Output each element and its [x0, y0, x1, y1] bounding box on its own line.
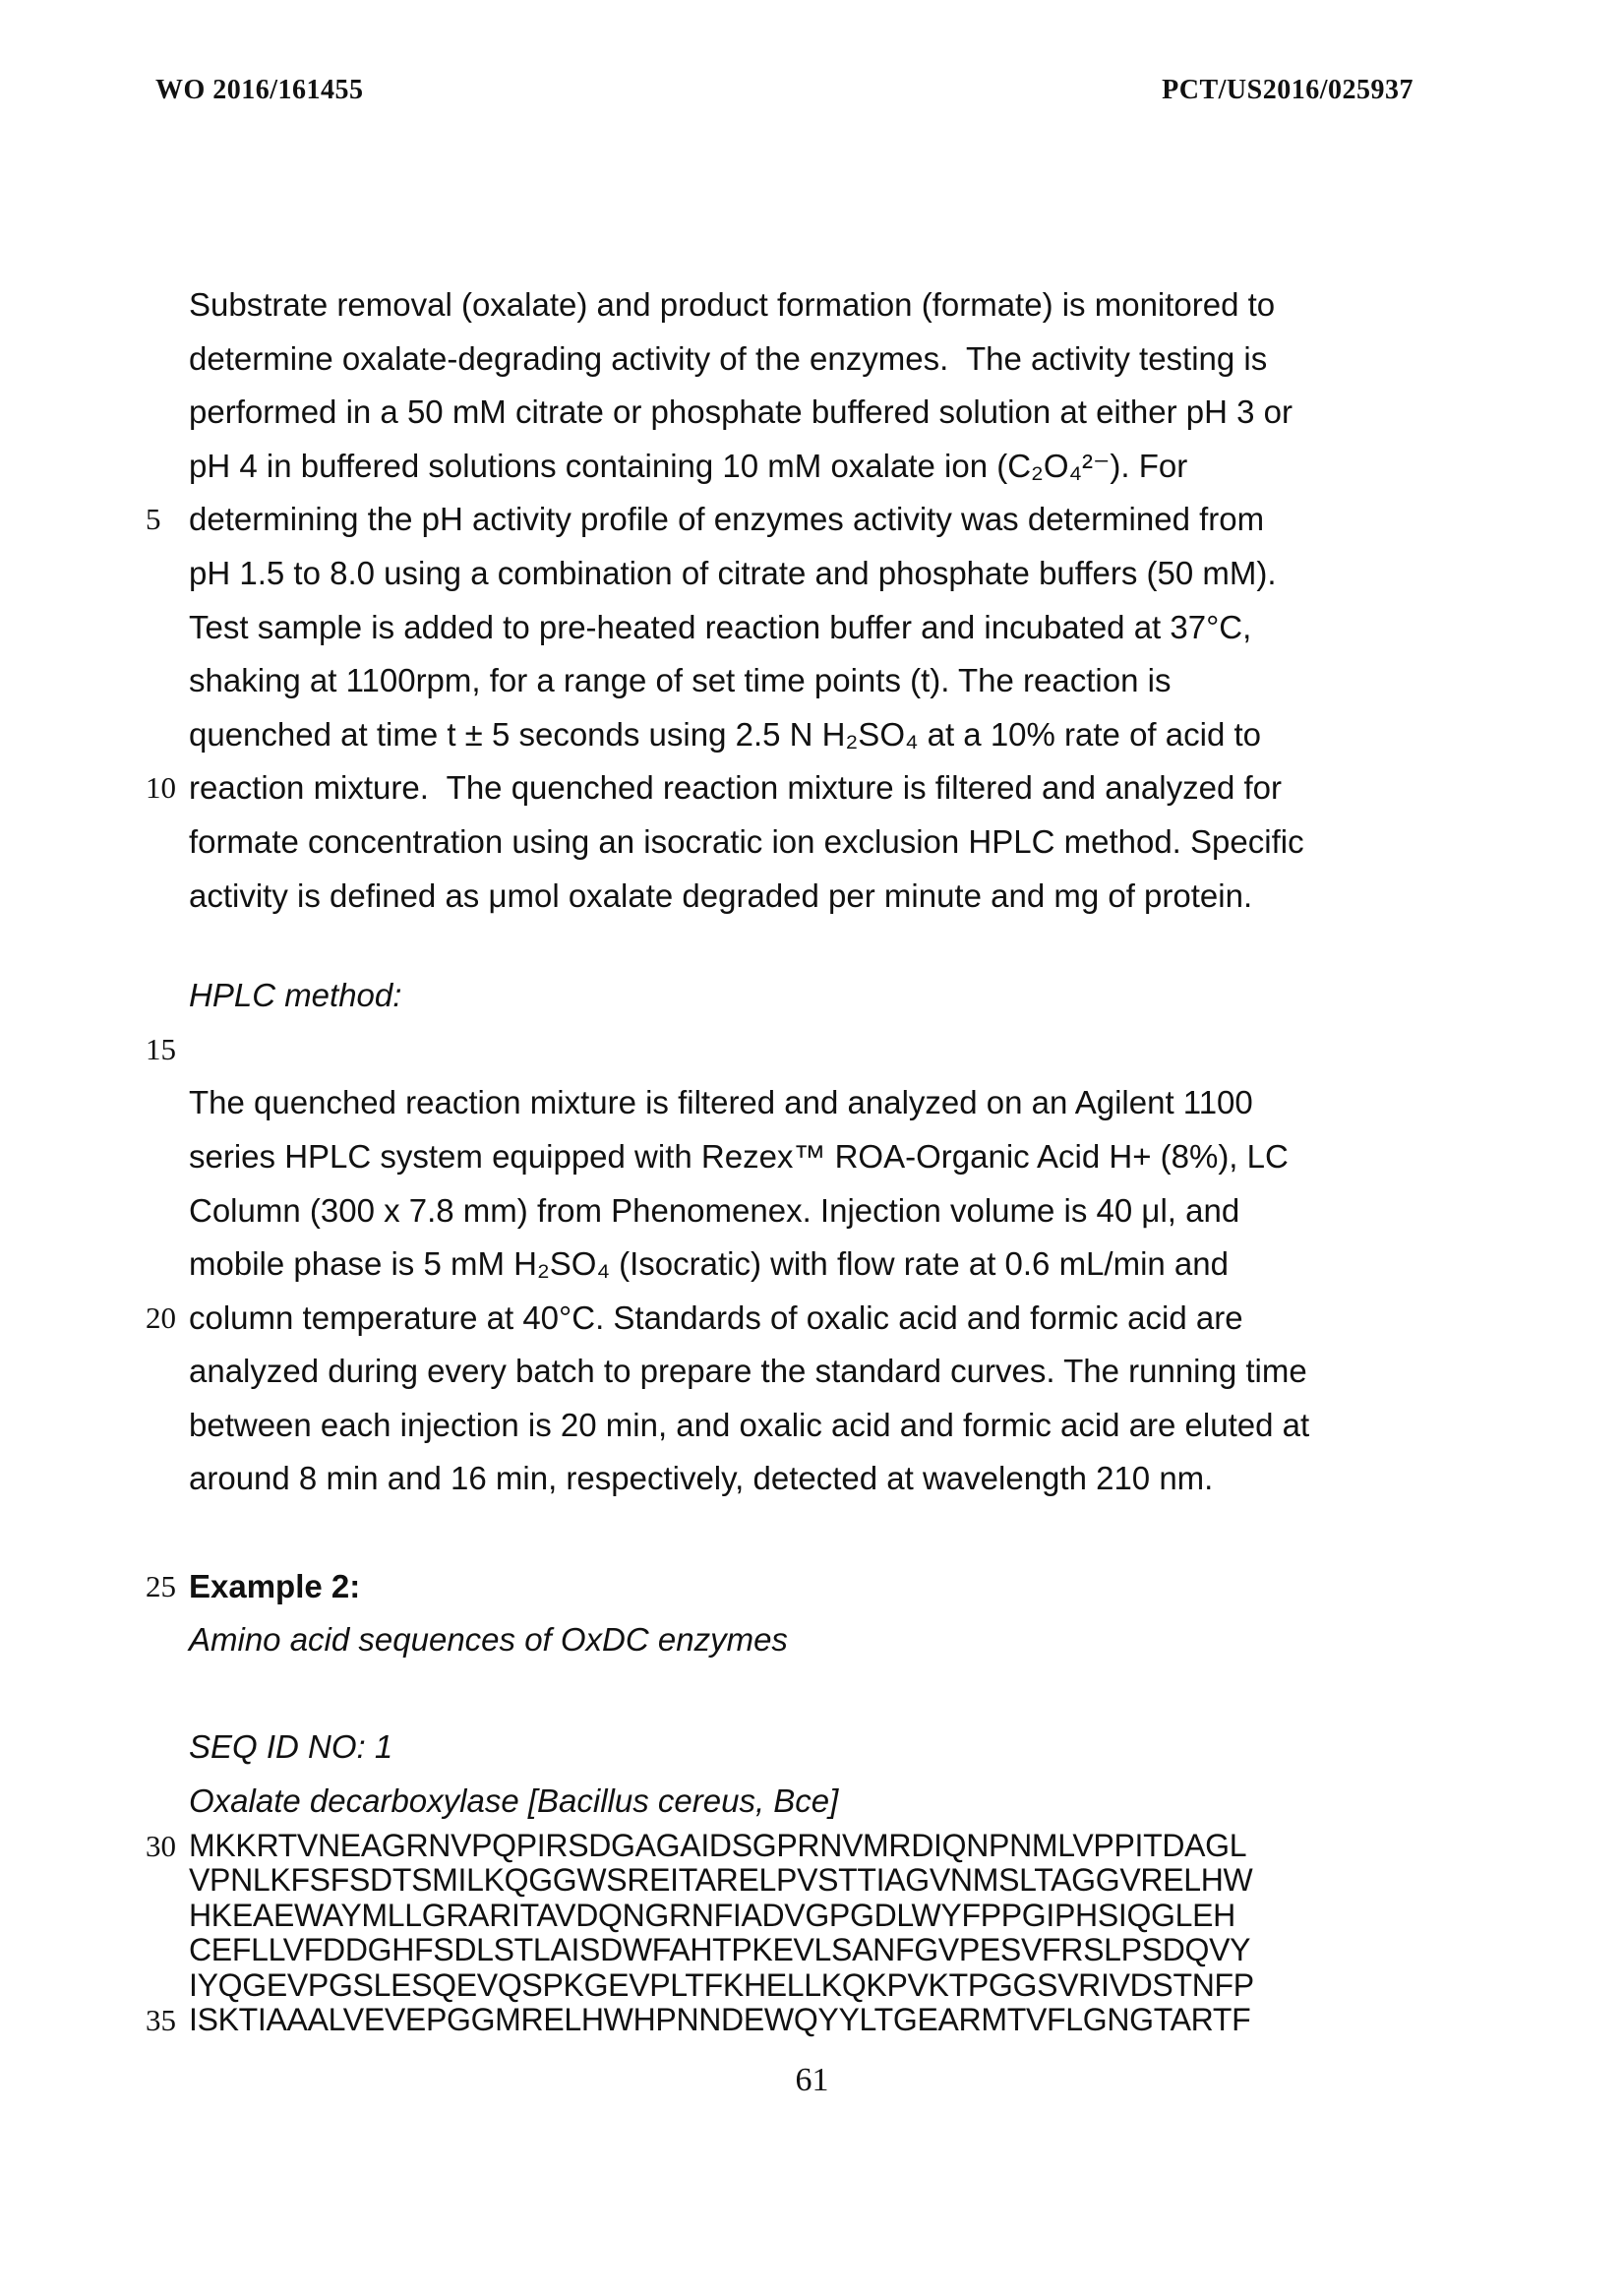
text-line — [138, 1238, 1495, 1292]
sequence-line — [138, 1933, 1495, 1968]
line-text: ISKTIAAALVEVEPGGMRELHWHPNNDEWQYYLTGEARMTVFLGNGTARTF — [189, 2002, 1251, 2038]
line-text: SEQ ID NO: 1 — [189, 1728, 393, 1766]
text-line — [138, 1292, 1495, 1346]
line-number: 5 — [146, 502, 161, 537]
sequence-line — [138, 2003, 1495, 2038]
text-line — [138, 708, 1495, 762]
line-text: Example 2: — [189, 1567, 361, 1604]
text-line — [138, 1613, 1495, 1667]
line-text: reaction mixture. The quenched reaction mixture is filtered and analyzed for — [189, 769, 1282, 807]
sequence-line — [138, 1863, 1495, 1899]
text-line — [138, 386, 1495, 440]
line-text: HPLC method: — [189, 977, 402, 1014]
line-text: formate concentration using an isocratic ion exclusion HPLC method. Specific — [189, 822, 1304, 860]
line-text: activity is defined as μmol oxalate degraded per minute and mg of protein. — [189, 876, 1253, 914]
text-line — [138, 1184, 1495, 1238]
text-line — [138, 815, 1495, 870]
text-line — [138, 1345, 1495, 1399]
sequence-line — [138, 1968, 1495, 2004]
line-text: The quenched reaction mixture is filtered and analyzed on an Agilent 1100 — [189, 1084, 1253, 1121]
line-text: VPNLKFSFSDTSMILKQGGWSREITARELPVSTTIAGVNMSLTAGGVRELHW — [189, 1862, 1253, 1899]
text-line — [138, 332, 1495, 387]
block-italic — [138, 1613, 1495, 1667]
publication-number: WO 2016/161455 — [155, 75, 364, 105]
block-spacer — [138, 1667, 1495, 1721]
line-text: quenched at time t ± 5 seconds using 2.5 N H₂SO₄ at a 10% rate of acid to — [189, 715, 1261, 753]
text-line — [138, 1130, 1495, 1184]
line-text: between each injection is 20 min, and oxalic acid and formic acid are eluted at — [189, 1406, 1310, 1443]
block-bold — [138, 1560, 1495, 1614]
line-text: CEFLLVFDDGHFSDLSTLAISDWFAHTPKEVLSANFGVPESVFRSLPSDQVY — [189, 1932, 1251, 1968]
block-seq — [138, 1829, 1495, 2038]
block-normal — [138, 278, 1495, 923]
line-text: shaking at 1100rpm, for a range of set time points (t). The reaction is — [189, 662, 1172, 699]
line-text: pH 4 in buffered solutions containing 10 mM oxalate ion (C₂O₄²⁻). For — [189, 447, 1188, 484]
sequence-line — [138, 1829, 1495, 1864]
text-line — [138, 1452, 1495, 1506]
line-text: mobile phase is 5 mM H₂SO₄ (Isocratic) with flow rate at 0.6 mL/min and — [189, 1245, 1229, 1283]
line-text: MKKRTVNEAGRNVPQPIRSDGAGAIDSGPRNVMRDIQNPNMLVPPITDAGL — [189, 1827, 1247, 1863]
line-text: determining the pH activity profile of enzymes activity was determined from — [189, 501, 1265, 538]
line-text: Column (300 x 7.8 mm) from Phenomenex. Injection volume is 40 μl, and — [189, 1191, 1240, 1229]
line-text: HKEAEWAYMLLGRARITAVDQNGRNFIADVGPGDLWYFPPGIPHSIQGLEH — [189, 1897, 1235, 1933]
line-text: performed in a 50 mM citrate or phosphate buffered solution at either pH 3 or — [189, 393, 1293, 431]
line-text: Oxalate decarboxylase [Bacillus cereus, Bce] — [189, 1782, 839, 1820]
text-line — [138, 870, 1495, 924]
line-text: IYQGEVPGSLESQEVQSPKGEVPLTFKHELLKQKPVKTPGGSVRIVDSTNFP — [189, 1966, 1254, 2003]
block-normal — [138, 1076, 1495, 1506]
application-number: PCT/US2016/025937 — [1162, 75, 1413, 105]
line-number: 25 — [146, 1568, 176, 1603]
line-text: Substrate removal (oxalate) and product formation (formate) is monitored to — [189, 286, 1276, 323]
document-body — [138, 278, 1495, 2038]
line-number: 35 — [146, 2003, 176, 2038]
page-number: 61 — [795, 2062, 829, 2098]
block-spacer-small — [138, 923, 1495, 969]
text-line — [138, 601, 1495, 655]
text-line — [138, 1076, 1495, 1130]
line-number: 10 — [146, 770, 176, 806]
block-normal — [138, 1023, 1495, 1077]
text-line — [138, 969, 1495, 1023]
line-number: 15 — [146, 1031, 176, 1066]
text-line — [138, 547, 1495, 601]
text-line — [138, 1560, 1495, 1614]
text-line — [138, 493, 1495, 547]
block-italic — [138, 1775, 1495, 1829]
line-text: series HPLC system equipped with Rezex™ ROA-Organic Acid H+ (8%), LC — [189, 1137, 1289, 1175]
text-line — [138, 1775, 1495, 1829]
text-line — [138, 761, 1495, 815]
line-text: determine oxalate-degrading activity of the enzymes. The activity testing is — [189, 339, 1268, 377]
block-spacer — [138, 1506, 1495, 1560]
line-number: 20 — [146, 1299, 176, 1335]
line-text: Amino acid sequences of OxDC enzymes — [189, 1621, 788, 1659]
text-line — [138, 1023, 1495, 1077]
text-line — [138, 440, 1495, 494]
text-line — [138, 278, 1495, 332]
line-text: Test sample is added to pre-heated reaction buffer and incubated at 37°C, — [189, 608, 1252, 645]
line-number: 30 — [146, 1828, 176, 1863]
text-line — [138, 654, 1495, 708]
line-text: analyzed during every batch to prepare the standard curves. The running time — [189, 1353, 1307, 1390]
text-line — [138, 1399, 1495, 1453]
line-text: column temperature at 40°C. Standards of oxalic acid and formic acid are — [189, 1298, 1243, 1336]
sequence-line — [138, 1899, 1495, 1934]
line-text: around 8 min and 16 min, respectively, detected at wavelength 210 nm. — [189, 1460, 1214, 1497]
text-line — [138, 1721, 1495, 1775]
line-text: pH 1.5 to 8.0 using a combination of citrate and phosphate buffers (50 mM). — [189, 554, 1277, 591]
block-italic — [138, 969, 1495, 1023]
block-italic — [138, 1721, 1495, 1775]
